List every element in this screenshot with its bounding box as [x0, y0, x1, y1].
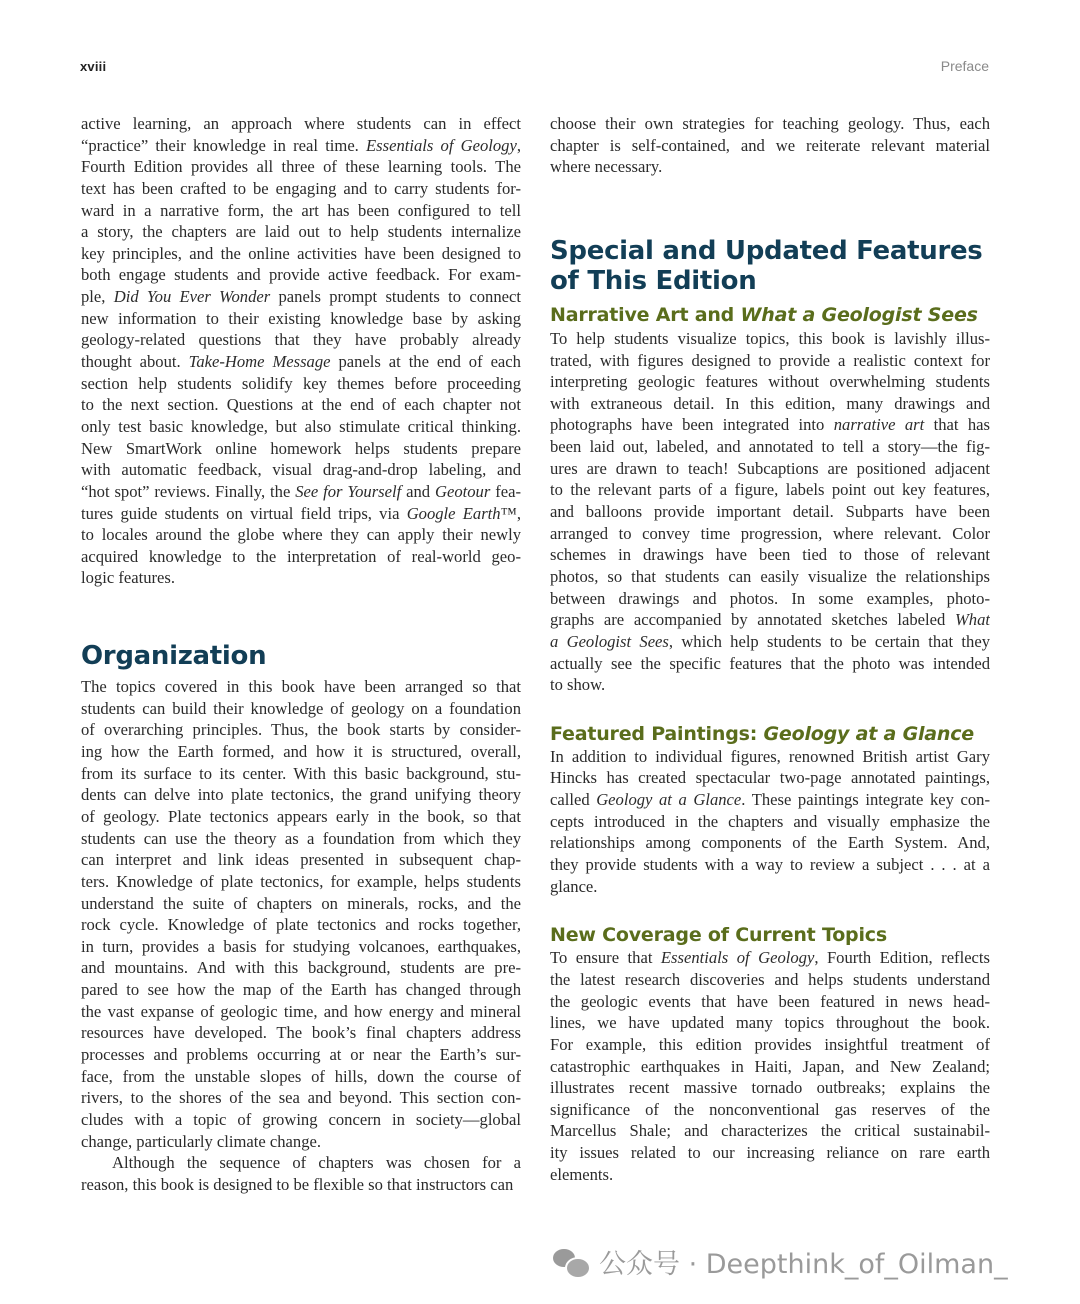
text-line: [81, 351, 521, 373]
text-line: [550, 609, 990, 631]
text-segment: a story, the chapters are laid out to help students internalize: [81, 222, 521, 242]
narrative-art-heading-italic: What a Geologist Sees: [740, 303, 978, 326]
text-line: [550, 674, 990, 696]
text-segment: and balloons provide important detail. Subparts have been: [550, 502, 990, 522]
text-line: [550, 371, 990, 393]
text-segment: To help students visualize topics, this book is lavishly illus-: [550, 328, 990, 348]
text-segment: ity issues related to our increasing reliance on rare earth: [550, 1143, 990, 1163]
text-segment: only test basic knowledge, but also stimulate critical thinking.: [81, 416, 521, 436]
featured-paintings-heading-plain: Featured Paintings:: [550, 722, 764, 745]
text-segment: text has been crafted to be engaging and to carry students for-: [81, 178, 521, 198]
text-line: [550, 458, 990, 480]
text-line: [550, 947, 990, 969]
italic-text: Geotour: [434, 481, 491, 501]
new-coverage-heading: New Coverage of Current Topics: [550, 924, 887, 947]
italic-text: Geology at a Glance: [596, 790, 742, 810]
text-line: [81, 893, 521, 915]
text-segment: photos, so that students can easily visualize the relationships: [550, 566, 990, 586]
narrative-art-paragraph: [550, 328, 990, 696]
text-segment: to locales around the globe where they can apply their newly: [81, 525, 521, 545]
text-segment: choose their own strategies for teaching geology. Thus, each: [550, 114, 990, 133]
text-line: [81, 394, 521, 416]
text-segment: trated, with figures designed to provide a realistic context for: [550, 350, 990, 370]
text-line: [81, 481, 521, 503]
text-segment: “practice” their knowledge in real time.: [81, 135, 367, 155]
text-line: [81, 221, 521, 243]
text-segment: ward in a narrative form, the art has been configured to tell: [81, 200, 521, 220]
page-number: xviii: [80, 59, 107, 74]
text-line: [550, 566, 990, 588]
text-segment: graphs are accompanied by annotated sketches labeled: [550, 610, 955, 630]
text-line: [550, 746, 990, 768]
text-segment: , which help students to be certain that they: [668, 631, 990, 651]
text-segment: schemes in drawings have been tied to those of relevant: [550, 545, 990, 565]
watermark-text: 公众号 · Deepthink_of_Oilman_: [599, 1249, 1008, 1280]
text-line: [550, 653, 990, 675]
italic-text: Essentials of Geology: [366, 135, 517, 155]
text-segment: photographs have been integrated into: [550, 415, 834, 435]
text-line: [550, 789, 990, 811]
italic-text: a Geologist Sees: [550, 631, 669, 651]
text-segment: illustrates recent massive tornado outbreaks; explains the: [550, 1078, 990, 1098]
text-segment: cludes with a topic of growing concern in society—global: [81, 1109, 521, 1129]
text-line: [81, 243, 521, 265]
text-line: [550, 479, 990, 501]
text-line: [550, 414, 990, 436]
text-segment: Hincks has created spectacular two-page annotated paintings,: [550, 768, 990, 788]
text-line: [81, 871, 521, 893]
text-segment: catastrophic earthquakes in Haiti, Japan, and New Zealand;: [550, 1056, 990, 1076]
text-line: [81, 741, 521, 763]
text-line: [81, 546, 521, 568]
text-segment: been laid out, labeled, and annotated to tell a story—the fig-: [550, 437, 990, 457]
text-segment: the geologic events that have been featured in news head-: [550, 991, 990, 1011]
text-segment: ,: [516, 135, 521, 155]
text-line: [81, 1152, 521, 1174]
text-segment: called: [550, 790, 597, 810]
text-segment: with extraneous detail. In this edition, many drawings and: [550, 393, 990, 413]
italic-text: Did You Ever Wonder: [113, 287, 271, 307]
text-segment: with automatic feedback, visual drag-and-drop labeling, and: [81, 460, 521, 480]
text-line: [81, 1174, 521, 1196]
text-line: [81, 719, 521, 741]
featured-paintings-heading-italic: Geology at a Glance: [763, 722, 974, 745]
narrative-art-heading: [550, 303, 990, 327]
text-segment: acquired knowledge to the interpretation of real-world geo-: [81, 546, 521, 566]
text-segment: they provide students with a way to review a subject . . . at a: [550, 855, 990, 875]
text-segment: lines, we have updated many topics throughout the book.: [550, 1013, 990, 1033]
text-line: [81, 936, 521, 958]
text-segment: panels prompt students to connect: [270, 287, 521, 307]
organization-heading: Organization: [81, 641, 267, 672]
text-line: [550, 767, 990, 789]
text-line: [81, 1044, 521, 1066]
text-line: [81, 567, 521, 589]
text-segment: rock cycle. Knowledge of plate tectonics and rocks together,: [81, 915, 521, 935]
text-line: [81, 459, 521, 481]
text-segment: students can build their knowledge of geology on a foundation: [81, 698, 521, 718]
text-line: [550, 1034, 990, 1056]
text-line: [550, 631, 990, 653]
text-segment: actually see the specific features that the photo was intended: [550, 653, 990, 673]
special-features-heading-line-2: of This Edition: [550, 265, 757, 296]
text-segment: glance.: [550, 876, 598, 896]
italic-text: Essentials of Geology: [660, 948, 815, 968]
text-line: [81, 1022, 521, 1044]
text-line: [81, 1001, 521, 1023]
text-segment: the latest research discoveries and helps students understand: [550, 969, 990, 989]
watermark: [553, 1242, 1008, 1281]
text-line: [81, 329, 521, 351]
text-segment: and: [401, 481, 435, 501]
text-line: [550, 501, 990, 523]
text-line: [81, 308, 521, 330]
text-line: [550, 1012, 990, 1034]
text-line: [550, 969, 990, 991]
text-line: [81, 416, 521, 438]
text-segment: where necessary.: [550, 157, 663, 177]
right-column: [550, 113, 990, 1185]
text-segment: in turn, provides a basis for studying volcanoes, earthquakes,: [81, 936, 521, 956]
text-segment: To ensure that: [550, 948, 661, 968]
text-line: [81, 849, 521, 871]
text-segment: Marcellus Shale; and characterizes the critical sustainabil-: [550, 1121, 990, 1141]
text-line: [550, 393, 990, 415]
text-segment: In addition to individual figures, renowned British artist Gary: [550, 746, 990, 766]
text-segment: thought about.: [81, 352, 189, 372]
text-segment: significance of the nonconventional gas reserves of the: [550, 1099, 990, 1119]
text-segment: For example, this edition provides insightful treatment of: [550, 1034, 990, 1054]
italic-text: See for Yourself: [295, 481, 402, 501]
text-segment: chapter is self-contained, and we reiterate relevant material: [550, 135, 990, 155]
text-line: [550, 523, 990, 545]
text-line: [81, 373, 521, 395]
text-line: [81, 503, 521, 525]
text-line: [81, 979, 521, 1001]
text-segment: to show.: [550, 675, 606, 695]
text-line: [550, 588, 990, 610]
text-segment: active learning, an approach where students can in effect: [81, 114, 521, 133]
text-segment: tures guide students on virtual field trips, via: [81, 503, 407, 523]
text-segment: and mountains. And with this background, students are pre-: [81, 958, 521, 978]
featured-paintings-paragraph: [550, 746, 990, 897]
text-segment: key principles, and the online activities have been designed to: [81, 243, 521, 263]
text-segment: ters. Knowledge of plate tectonics, for example, helps students: [81, 871, 521, 891]
text-segment: between drawings and photos. In some examples, photo-: [550, 588, 990, 608]
text-line: [81, 806, 521, 828]
text-segment: logic features.: [81, 568, 175, 588]
text-line: [81, 1109, 521, 1131]
text-line: [550, 991, 990, 1013]
text-line: [550, 1077, 990, 1099]
text-segment: processes and problems occurring at or near the Earth’s sur-: [81, 1044, 521, 1064]
text-line: [550, 135, 990, 157]
text-segment: interpreting geologic features without overwhelming students: [550, 372, 990, 392]
text-line: [81, 178, 521, 200]
text-segment: panels at the end of each: [330, 352, 521, 372]
text-line: [81, 676, 521, 698]
text-segment: that has: [924, 415, 990, 435]
text-segment: both engage students and provide active feedback. For exam-: [81, 265, 521, 285]
text-line: [550, 854, 990, 876]
text-line: [81, 200, 521, 222]
text-line: [81, 1066, 521, 1088]
text-segment: pared to see how the map of the Earth has changed through: [81, 980, 521, 1000]
italic-text: Google Earth: [406, 503, 501, 523]
text-line: [550, 156, 990, 178]
special-features-heading: [550, 236, 990, 296]
text-line: [81, 438, 521, 460]
text-line: [81, 135, 521, 157]
text-segment: of geology. Plate tectonics appears early in the book, so that: [81, 806, 521, 826]
text-line: [550, 876, 990, 898]
text-line: [550, 1164, 990, 1186]
text-line: [550, 1120, 990, 1142]
text-segment: to the next section. Questions at the end of each chapter not: [81, 395, 521, 415]
text-segment: The topics covered in this book have been arranged so that: [81, 677, 521, 697]
text-line: [550, 350, 990, 372]
organization-paragraph-2: [81, 1152, 521, 1195]
text-segment: Although the sequence of chapters was chosen for a: [112, 1153, 521, 1173]
text-segment: cepts introduced in the chapters and visually emphasize the: [550, 811, 990, 831]
text-segment: to the relevant parts of a figure, labels point out key features,: [550, 480, 990, 500]
text-line: [81, 698, 521, 720]
text-segment: relationships among components of the Earth System. And,: [550, 833, 990, 853]
text-segment: New SmartWork online homework helps students prepare: [81, 438, 521, 458]
wechat-icon: [553, 1247, 589, 1277]
text-segment: ™,: [500, 503, 521, 523]
text-line: [550, 811, 990, 833]
text-line: [550, 113, 990, 135]
organization-paragraph: [81, 676, 521, 1152]
text-line: [550, 328, 990, 350]
text-segment: reason, this book is designed to be flexible so that instructors can: [81, 1174, 514, 1194]
narrative-art-heading-plain: Narrative Art and: [550, 303, 741, 326]
text-segment: . These paintings integrate key con-: [741, 790, 990, 810]
text-line: [81, 113, 521, 135]
text-line: [81, 784, 521, 806]
text-line: [81, 264, 521, 286]
text-segment: fea-: [490, 481, 521, 501]
text-segment: Fourth Edition provides all three of these learning tools. The: [81, 157, 521, 177]
text-segment: change, particularly climate change.: [81, 1131, 322, 1151]
text-segment: from its surface to its center. With this basic background, stu-: [81, 763, 521, 783]
italic-text: Take-Home Message: [188, 352, 331, 372]
text-line: [550, 832, 990, 854]
text-segment: dents can delve into plate tectonics, the grand unifying theory: [81, 785, 521, 805]
text-line: [81, 1131, 521, 1153]
text-line: [550, 1142, 990, 1164]
text-segment: face, from the unstable slopes of hills, down the course of: [81, 1066, 521, 1086]
running-head: Preface: [940, 58, 989, 74]
text-segment: ing how the Earth formed, and how it is structured, overall,: [81, 742, 521, 762]
text-segment: can interpret and link ideas presented in subsequent chap-: [81, 850, 521, 870]
intro-paragraph: [81, 113, 521, 589]
text-segment: geology-related questions that they have probably already: [81, 330, 521, 350]
text-segment: arranged to convey time progression, where relevant. Color: [550, 523, 990, 543]
text-line: [81, 763, 521, 785]
text-segment: elements.: [550, 1164, 614, 1184]
featured-paintings-heading: [550, 722, 990, 746]
text-segment: understand the suite of chapters on minerals, rocks, and the: [81, 893, 521, 913]
text-segment: section help students solidify key themes before proceeding: [81, 373, 521, 393]
text-line: [550, 544, 990, 566]
text-line: [81, 957, 521, 979]
text-line: [550, 1099, 990, 1121]
text-segment: ple,: [81, 287, 114, 307]
text-segment: the vast expanse of geologic time, and how energy and mineral: [81, 1001, 521, 1021]
text-segment: new information to their existing knowledge base by asking: [81, 308, 521, 328]
text-segment: students can use the theory as a foundation from which they: [81, 828, 521, 848]
text-line: [81, 156, 521, 178]
left-column: [81, 113, 521, 1195]
text-line: [81, 524, 521, 546]
text-line: [81, 286, 521, 308]
special-features-heading-line-1: Special and Updated Features: [550, 235, 983, 266]
text-line: [81, 1087, 521, 1109]
text-segment: ures are drawn to teach! Subcaptions are positioned adjacent: [550, 458, 990, 478]
text-line: [550, 1056, 990, 1078]
text-line: [81, 914, 521, 936]
text-segment: of overarching principles. Thus, the book starts by consider-: [81, 720, 521, 740]
text-segment: , Fourth Edition, reflects: [814, 948, 990, 968]
text-segment: “hot spot” reviews. Finally, the: [81, 481, 296, 501]
text-segment: rivers, to the shores of the sea and beyond. This section con-: [81, 1088, 521, 1108]
italic-text: What: [954, 610, 990, 630]
text-line: [81, 828, 521, 850]
continuation-paragraph: [550, 113, 990, 178]
new-coverage-paragraph: [550, 947, 990, 1185]
text-line: [550, 436, 990, 458]
text-segment: resources have developed. The book’s final chapters address: [81, 1023, 521, 1043]
italic-text: narrative art: [833, 415, 925, 435]
